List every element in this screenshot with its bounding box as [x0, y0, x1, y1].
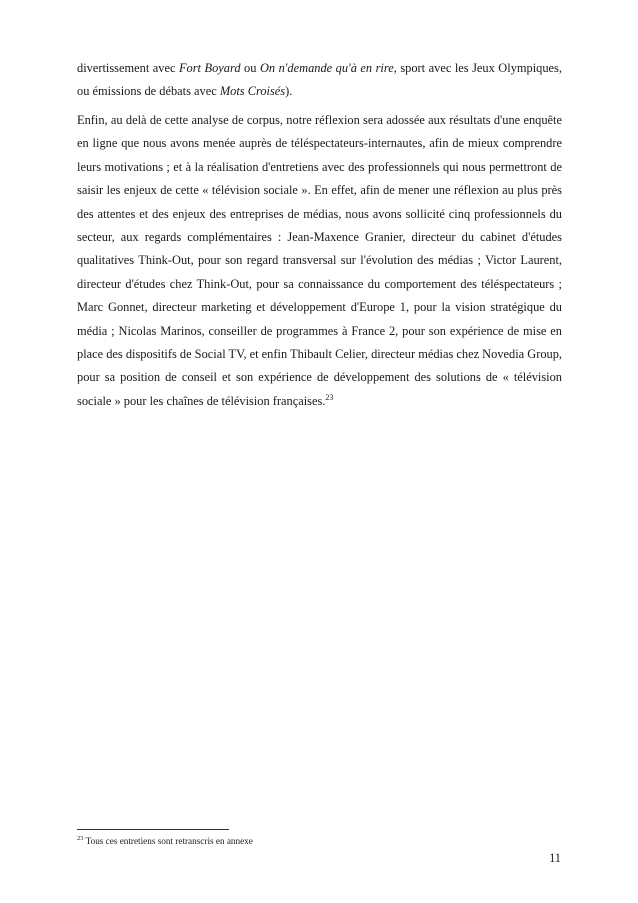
footnote-number: 23: [77, 834, 84, 842]
title-mots-croises: Mots Croisés: [219, 84, 286, 99]
title-on-ndemande: On n'demande qu'à en rire: [259, 61, 394, 75]
paragraph-1-text-2: ou: [240, 61, 260, 75]
footnote-text: Tous ces entretiens sont retranscris en annexe: [83, 836, 253, 846]
footnote-separator: [77, 829, 229, 830]
title-fort-boyard: Fort Boyard: [178, 61, 241, 75]
footnote: [77, 835, 562, 847]
paragraph-2: [77, 109, 562, 413]
paragraph-1-text-4: ).: [285, 84, 293, 99]
paragraph-1-text-1: divertissement avec: [77, 61, 179, 75]
paragraph-1: [77, 57, 562, 104]
paragraph-1-text-3: , sport avec les Jeux Olympiques, ou émissions de débats avec: [77, 61, 562, 99]
paragraph-2-text: Enfin, au delà de cette analyse de corpus, notre réflexion sera adossée aux résultats d'une enquête en ligne que nous avons menée auprès de téléspectateurs-internautes, afin de mieux comprendre leurs motivations ; et à la réalisation d'entretiens avec des professionnels qui nous permettront de saisir les enjeux de cette « télévision sociale ». En effet, afin de mener une réflexion au plus près des attentes et des enjeux des entreprises de médias, nous avons sollicité cinq professionnels du secteur, aux regards complémentaires : Jean-Maxence Granier, directeur du cabinet d'études qualitatives Think-Out, pour son regard transversal sur l'évolution des médias ; Victor Laurent, directeur d'études chez Think-Out, pour sa connaissance du comportement des téléspectateurs ; Marc Gonnet, directeur marketing et développement d'Europe 1, pour la vision stratégique du média ; Nicolas Marinos, conseiller de programmes à France 2, pour son expérience de mise en place des dispositifs de Social TV, et enfin Thibault Celier, directeur médias chez Novedia Group, pour sa position de conseil et son expérience de développement des solutions de « télévision sociale » pour les chaînes de télévision françaises.: [77, 113, 563, 408]
footnote-reference[interactable]: 23: [325, 392, 334, 402]
page-number: 11: [549, 851, 561, 865]
